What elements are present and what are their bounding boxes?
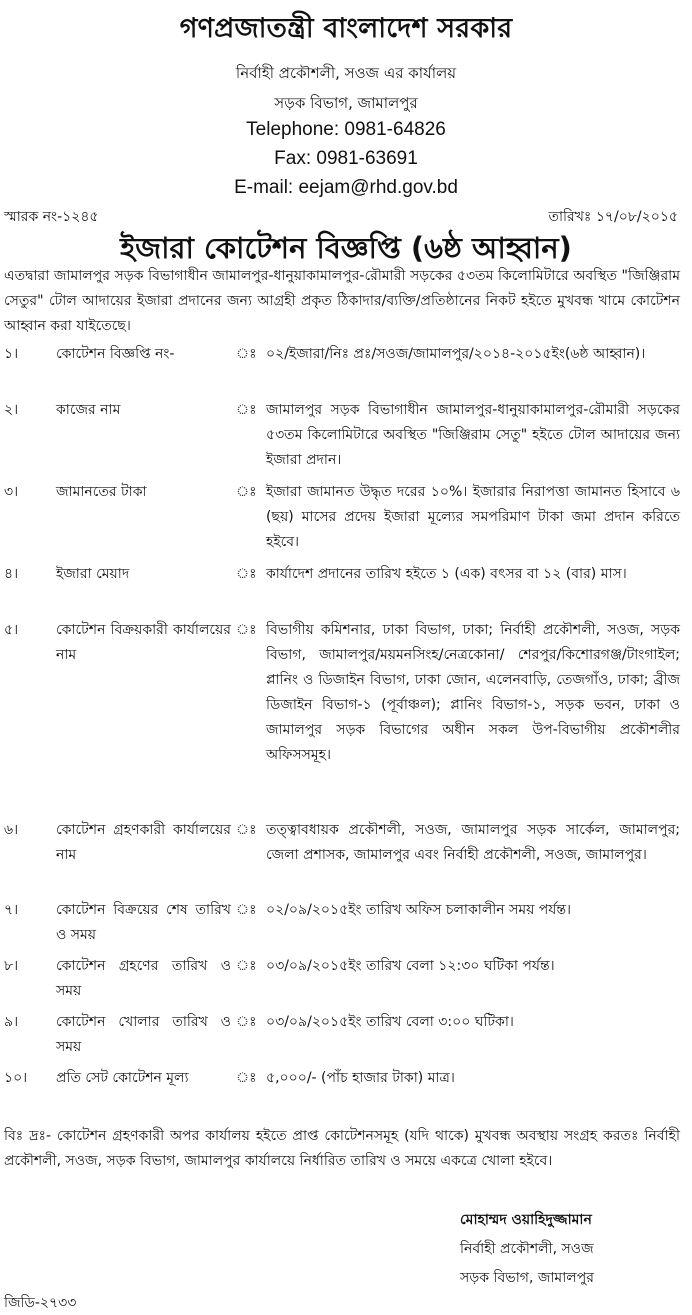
office-name: নির্বাহী প্রকৌশলী, সওজ এর কার্যালয় — [235, 64, 457, 82]
item-number: ৯। — [4, 1014, 19, 1030]
item-label: কোটেশন গ্রহণের তারিখ ও সময় — [56, 958, 231, 999]
item-number: ২। — [4, 402, 19, 418]
item-colon: ঃ — [236, 902, 257, 918]
item-value: ০৩/০৯/২০১৫ইং তারিখ বেলা ৩:০০ ঘটিকা। — [266, 1014, 514, 1030]
item-label: প্রতি সেট কোটেশন মূল্য — [56, 1070, 189, 1086]
item-colon: ঃ — [236, 958, 257, 974]
item-value: ০২/০৯/২০১৫ইং তারিখ অফিস চলাকালীন সময় পর্যন্ত। — [266, 902, 572, 918]
item-number: ৪। — [4, 566, 19, 582]
item-colon: ঃ — [236, 822, 257, 838]
government-name: গণপ্রজাতন্ত্রী বাংলাদেশ সরকার — [179, 13, 513, 44]
item-label: কোটেশন গ্রহণকারী কার্যালয়ের নাম — [56, 822, 231, 863]
item-label: কোটেশন বিক্রয়কারী কার্যালয়ের নাম — [56, 622, 231, 663]
gd-number: জিডি-২৭৩৩ — [4, 1295, 77, 1311]
item-label: জামানতের টাকা — [56, 484, 147, 500]
item-number: ৩। — [4, 484, 19, 500]
item-colon: ঃ — [236, 402, 257, 418]
telephone: Telephone: 0981-64826 — [246, 119, 446, 140]
item-number: ১০। — [4, 1070, 28, 1086]
item-value: জামালপুর সড়ক বিভাগাধীন জামালপুর-ধানুয়াকামালপুর-রৌমারী সড়কের ৫৩তম কিলোমিটারে অবস্থিত "জিঞ্জিরাম সেতু" হইতে টোল আদায়ের জন্য ইজারা প্রদান। — [266, 402, 680, 468]
item-number: ৫। — [4, 622, 19, 638]
item-colon: ঃ — [236, 1014, 257, 1030]
item-value: ০২/ইজারা/নিঃ প্রঃ/সওজ/জামালপুর/২০১৪-২০১৫ইং(৬ষ্ঠ আহ্বান)। — [266, 346, 646, 362]
item-label: কোটেশন খোলার তারিখ ও সময় — [56, 1014, 231, 1055]
item-number: ৬। — [4, 822, 19, 838]
item-value: বিভাগীয় কমিশনার, ঢাকা বিভাগ, ঢাকা; নির্বাহী প্রকৌশলী, সওজ, সড়ক বিভাগ, জামালপুর/ময়মনসিংহ/নেত্রকোনা/ শেরপুর/কিশোরগঞ্জ/টাংগাইল; প্লানিং ও ডিজাইন বিভাগ, ঢাকা জোন, এলেনবাড়ি, তেজগাঁও, ঢাকা; ব্রীজ ডিজাইন বিভাগ-১ (পূর্বাঞ্চল); প্লানিং বিভাগ-১, সড়ক ভবন, ঢাকা ও জামালপুর সড়ক বিভাগের অধীন সকল উপ-বিভাগীয় প্রকৌশলীর অফিসসমূহ। — [266, 622, 680, 763]
item-value: ইজারা জামানত উদ্ধৃত দরের ১০%। ইজারার নিরাপত্তা জামানত হিসাবে ৬ (ছয়) মাসের প্রদেয় ইজারা মূল্যের সমপরিমাণ টাকা জমা প্রদান করিতে হইবে। — [266, 484, 680, 550]
intro-paragraph: এতদ্বারা জামালপুর সড়ক বিভাগাধীন জামালপুর-ধানুয়াকামালপুর-রৌমারী সড়কের ৫৩তম কিলোমিটারে অবস্থিত "জিঞ্জিরাম সেতুর" টোল আদায়ের ইজারা প্রদানের জন্য আগ্রহী প্রকৃত ঠিকাদার/ব্যক্তি/প্রতিষ্ঠানের নিকট হইতে মুখবন্ধ খামে কোটেশন আহ্বান করা যাইতেছে। — [4, 268, 680, 334]
item-colon: ঃ — [236, 346, 257, 362]
item-colon: ঃ — [236, 622, 257, 638]
signatory-office: সড়ক বিভাগ, জামালপুর — [460, 1270, 594, 1286]
footnote: বিঃ দ্রঃ- কোটেশন গ্রহণকারী অপর কার্যালয় হইতে প্রাপ্ত কোটেশনসমূহ (যদি থাকে) মুখবন্ধ অবস্থায় সংগ্রহ করতঃ নির্বাহী প্রকৌশলী, সওজ, সড়ক বিভাগ, জামালপুর কার্যালয়ে নির্ধারিত তারিখ ও সময়ে একত্রে খোলা হইবে। — [4, 1128, 680, 1169]
signatory-name: মোহাম্মদ ওয়াহিদুজ্জামান — [460, 1212, 592, 1228]
item-label: কাজের নাম — [56, 402, 121, 418]
email: E-mail: eejam@rhd.gov.bd — [234, 177, 458, 198]
item-number: ১। — [4, 346, 19, 362]
signature-block — [460, 1206, 688, 1293]
signatory-designation: নির্বাহী প্রকৌশলী, সওজ — [460, 1241, 594, 1257]
item-colon: ঃ — [236, 566, 257, 582]
notice-date: তারিখঃ ১৭/০৮/২০১৫ — [548, 209, 678, 225]
item-value: তত্ত্বাবধায়ক প্রকৌশলী, সওজ, জামালপুর সড়ক সার্কেল, জামালপুর; জেলা প্রশাসক, জামালপুর এবং নির্বাহী প্রকৌশলী, সওজ, জামালপুর। — [266, 822, 680, 863]
item-colon: ঃ — [236, 1070, 257, 1086]
item-colon: ঃ — [236, 484, 257, 500]
item-label: ইজারা মেয়াদ — [56, 566, 130, 582]
memo-number: স্মারক নং-১২৪৫ — [4, 209, 99, 225]
item-value: কার্যাদেশ প্রদানের তারিখ হইতে ১ (এক) বৎসর বা ১২ (বার) মাস। — [266, 566, 627, 582]
notice-title: ইজারা কোটেশন বিজ্ঞপ্তি (৬ষ্ঠ আহ্বান) — [120, 231, 572, 265]
item-number: ৮। — [4, 958, 19, 974]
division-name: সড়ক বিভাগ, জামালপুর — [274, 94, 418, 112]
item-label: কোটেশন বিক্রয়ের শেষ তারিখ ও সময় — [56, 902, 231, 943]
item-number: ৭। — [4, 902, 19, 918]
item-value: ০৩/০৯/২০১৫ইং তারিখ বেলা ১২:৩০ ঘটিকা পর্যন্ত। — [266, 958, 555, 974]
fax: Fax: 0981-63691 — [274, 148, 418, 169]
item-value: ৫,০০০/- (পাঁচ হাজার টাকা) মাত্র। — [266, 1070, 455, 1086]
item-label: কোটেশন বিজ্ঞপ্তি নং- — [56, 346, 175, 362]
